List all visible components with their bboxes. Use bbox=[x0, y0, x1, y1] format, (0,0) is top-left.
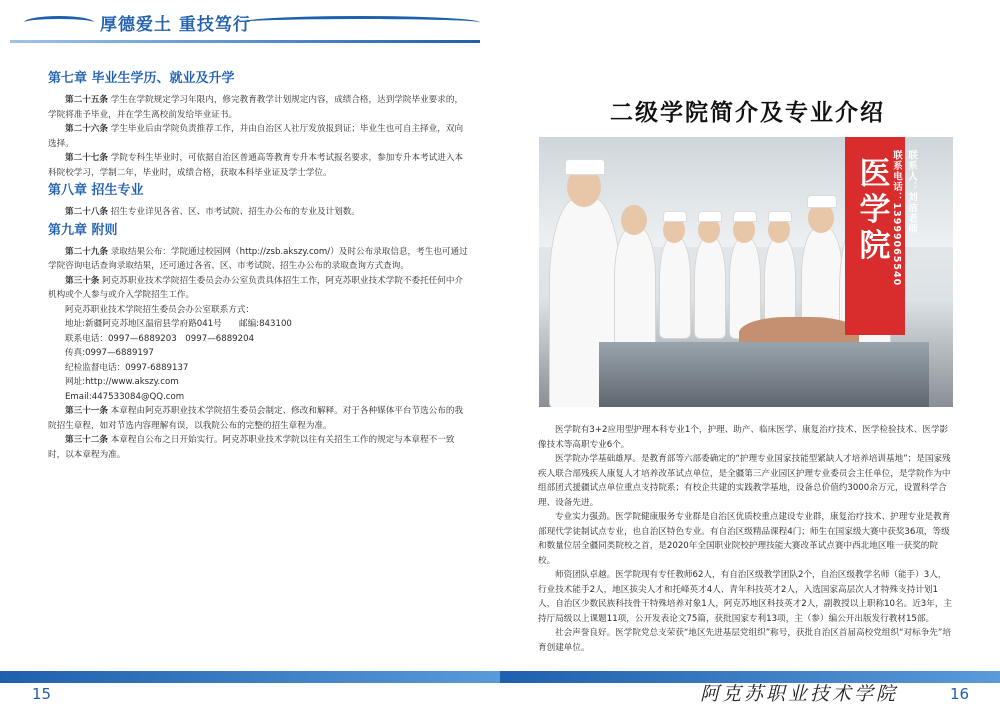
banner-contact-person: 联系人：刘洁老师 bbox=[906, 150, 917, 234]
contact-email: Email:447533084@QQ.com bbox=[65, 391, 185, 402]
contact-address: 地址:新疆阿克苏地区温宿县学府路041号 邮编:843100 bbox=[65, 319, 292, 329]
banner-title: 医学院 bbox=[859, 156, 891, 264]
contact-heading: 阿克苏职业技术学院招生委员会办公室联系方式： bbox=[65, 304, 255, 315]
article-paragraph: 第二十九条 录取结果公布：学院通过校园网（http://zsb.akszy.com/）及时公布录取信息，考生也可通过学院咨询电话查询录取结果，还可通过各省、区、市考试院、招生办公布的录取查询方式查询。 bbox=[48, 246, 468, 271]
footer-bar bbox=[0, 671, 500, 683]
banner-phone: 联系电话：13999065540 bbox=[891, 150, 902, 287]
body-paragraph: 社会声誉良好。医学院党总支荣获“地区先进基层党组织”称号，获批自治区首届高校党组织“对标争先”培育创建单位。 bbox=[538, 628, 951, 653]
contact-website: 网址:http://www.akszy.com bbox=[65, 377, 179, 387]
contact-supervision-phone: 纪检监督电话：0997-6889137 bbox=[65, 362, 189, 373]
article-paragraph: 第二十六条 学生毕业后由学院负责推荐工作，并由自治区人社厅发放报到证；毕业生也可自主择业，双向选择。 bbox=[48, 124, 464, 149]
article-paragraph: 第二十七条 学院专科生毕业时，可依据自治区普通高等教育专升本考试报名要求，参加专升本考试进入本科院校学习，学制二年，毕业时，成绩合格，获取本科毕业证及学士学位。 bbox=[48, 153, 464, 178]
page-number-right: 16 bbox=[950, 685, 970, 703]
section-title: 二级学院简介及专业介绍 bbox=[610, 100, 885, 126]
body-paragraph: 专业实力强劲。医学院健康服务专业群是自治区优质校重点建设专业群，康复治疗技术、护理专业是教育部现代学徒制试点专业，也自治区特色专业。有自治区级精品课程4门；师生在国家级大赛中获奖36项，等级和数量位居全疆同类院校之首，是2020年全国职业院校护理技能大赛改革试点赛中西北地区唯一获奖的院校。 bbox=[538, 512, 951, 566]
article-paragraph: 第三十二条 本章程自公布之日开始实行。阿克苏职业技术学院以往有关招生工作的规定与本章程不一致时，以本章程为准。 bbox=[48, 435, 455, 460]
contact-phone: 联系电话：0997—6889203 0997—6889204 bbox=[65, 333, 255, 344]
article-paragraph: 第三十一条 本章程由阿克苏职业技术学院招生委员会制定、修改和解释。对于各种媒体平台节选公布的我院招生章程，如对节选内容理解有误，以我院公布的完整的招生章程为准。 bbox=[48, 406, 464, 431]
body-paragraph: 医学院有3+2应用型护理本科专业1个，护理、助产、临床医学、康复治疗技术、医学检验技术、医学影像技术等高职专业6个。 bbox=[538, 425, 949, 450]
chapter-title: 第七章 毕业生学历、就业及升学 bbox=[48, 71, 235, 86]
header-motto: 厚德爱土 重技笃行 bbox=[100, 15, 251, 35]
right-content bbox=[538, 423, 954, 655]
header-decoration bbox=[240, 16, 480, 29]
page-number-left: 15 bbox=[32, 685, 52, 703]
article-paragraph: 第二十五条 学生在学院规定学习年限内，修完教育教学计划规定内容，成绩合格，达到学院毕业要求的，学院将准予毕业，并在学生离校前发给毕业证书。 bbox=[48, 95, 464, 120]
body-paragraph: 医学院办学基础雄厚。是教育部等六部委确定的“护理专业国家技能型紧缺人才培养培训基地”；是国家残疾人联合部残疾人康复人才培养改革试点单位，是全疆第三产业园区护理专业委员会主任单位，是学院作为中组部团式援疆试点单位重点支持院系；有校企共建的实践教学基地，设备总价值约3000余万元，设置科学合理、设备先进。 bbox=[538, 454, 951, 508]
header-decoration bbox=[24, 16, 94, 29]
left-content bbox=[48, 68, 468, 462]
chapter-title: 第八章 招生专业 bbox=[48, 183, 144, 198]
footer-calligraphy: 阿克苏职业技术学院 bbox=[700, 683, 899, 705]
body-paragraph: 师资团队卓越。医学院现有专任教师62人，有自治区级教学团队2个，自治区级教学名师（能手）3人，行业技术能手2人，地区拔尖人才和托峰英才4人、青年科技英才2人，入选国家高层次人才特殊支持计划1人，自治区少数民族科技骨干特殊培养对象1人，阿克苏地区科技英才2人，副教授以上职称10名。近3年，主持厅局级以上课题11项，公开发表论文75篇，获批国家专利13项，主（参）编公开出版发行教材15部。 bbox=[538, 570, 953, 624]
chapter-title: 第九章 附则 bbox=[48, 222, 118, 238]
article-paragraph: 第三十条 阿克苏职业技术学院招生委员会办公室负责具体招生工作，阿克苏职业技术学院不委托任何中介机构或个人参与或介入学院招生工作。 bbox=[48, 275, 464, 300]
header-rule bbox=[10, 40, 480, 43]
contact-fax: 传真:0997—6889197 bbox=[65, 348, 154, 358]
article-paragraph: 第二十八条 招生专业详见各省、区、市考试院、招生办公布的专业及计划数。 bbox=[65, 207, 360, 217]
